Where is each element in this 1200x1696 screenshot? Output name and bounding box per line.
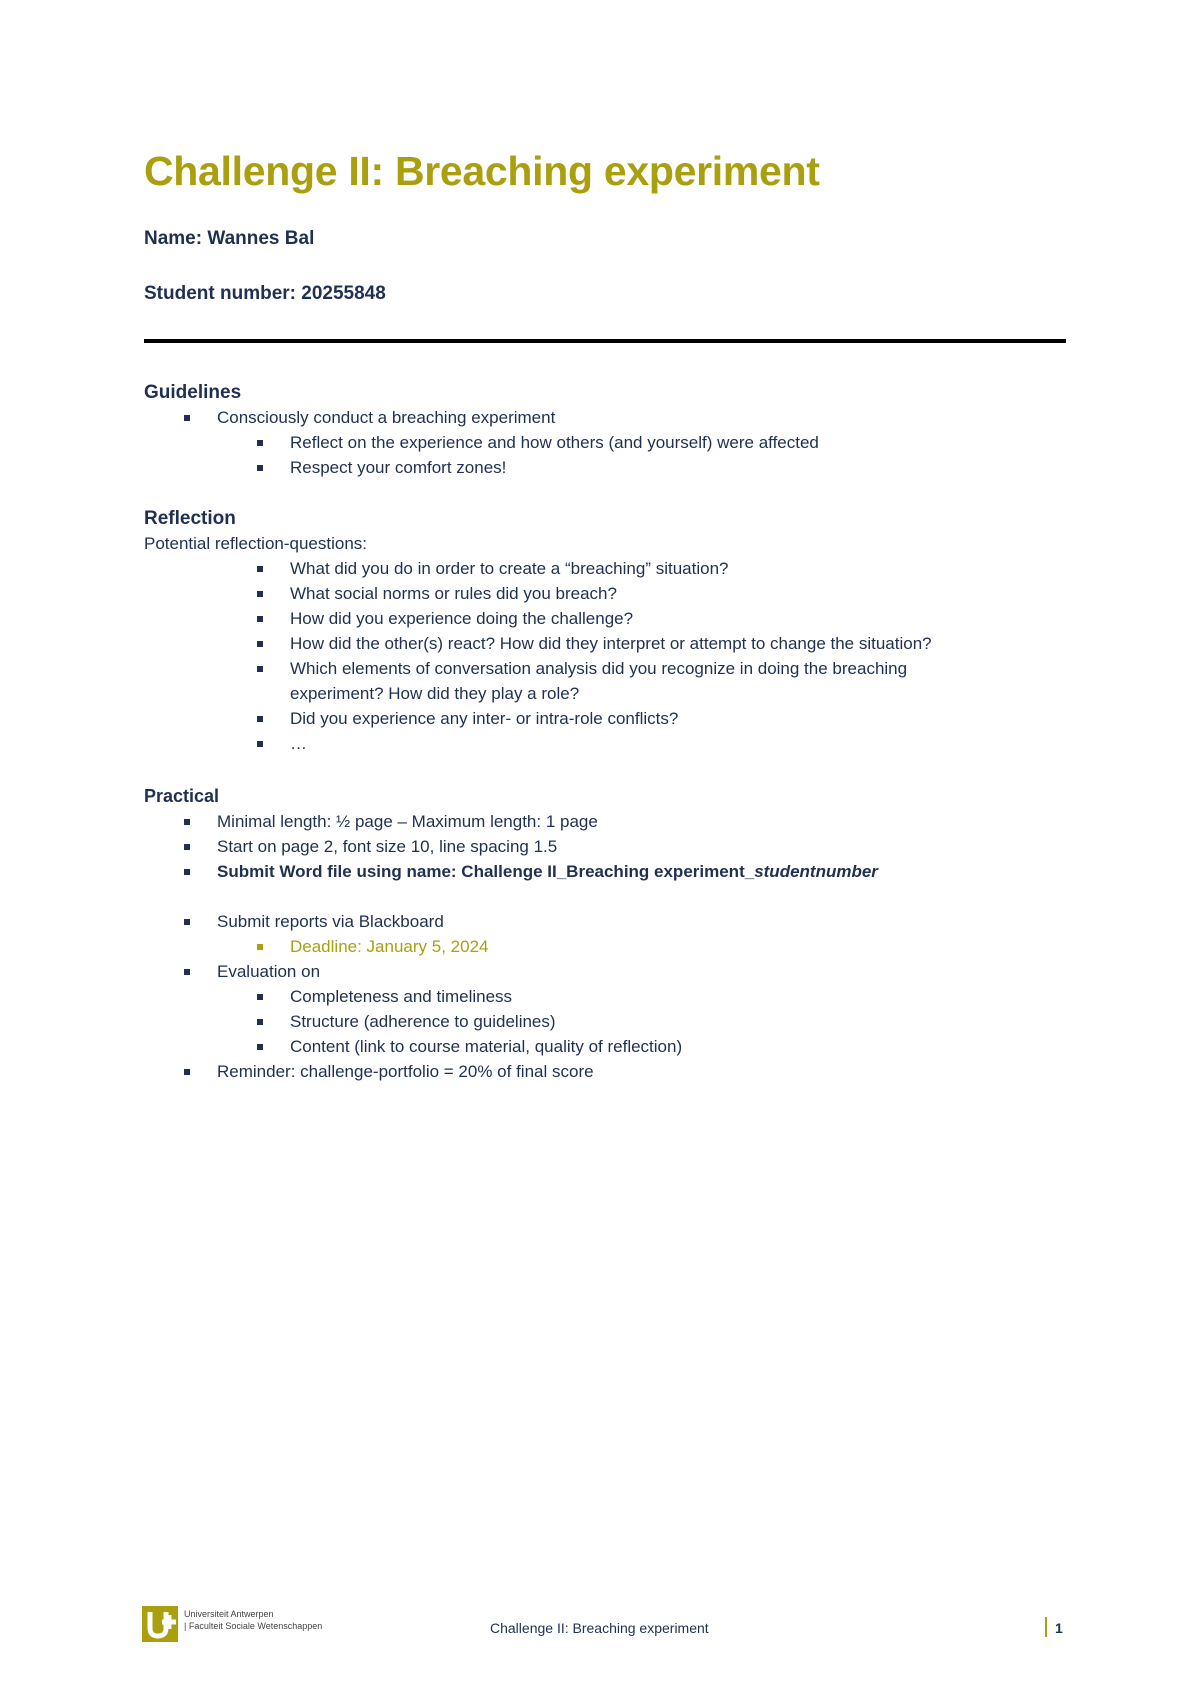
list-item: Completeness and timeliness (144, 984, 1104, 1009)
student-number: Student number: 20255848 (144, 283, 386, 304)
list-item: Submit Word file using name: Challenge II_Breaching experiment_studentnumber (144, 859, 1104, 884)
bullet-icon (257, 944, 263, 950)
list-item: Consciously conduct a breaching experiment (144, 405, 1104, 430)
bullet-icon (257, 591, 263, 597)
list-item: Which elements of conversation analysis did you recognize in doing the breaching experiment? How did they play a role? (144, 656, 1104, 706)
guidelines-heading: Guidelines (144, 382, 242, 403)
bullet-icon (257, 465, 263, 471)
bullet-icon (184, 969, 190, 975)
practical-section (144, 784, 1104, 1084)
bullet-icon (257, 1044, 263, 1050)
bullet-icon (184, 844, 190, 850)
bullet-icon (257, 666, 263, 672)
practical-list (144, 809, 1104, 1084)
list-item: How did the other(s) react? How did they interpret or attempt to change the situation? (144, 631, 1104, 656)
footer-separator (1045, 1617, 1047, 1637)
page-number: 1 (1055, 1620, 1063, 1636)
reflection-list (144, 556, 1104, 756)
list-item: Content (link to course material, quality of reflection) (144, 1034, 1104, 1059)
bullet-icon (184, 919, 190, 925)
document-title: Challenge II: Breaching experiment (144, 148, 820, 194)
bullet-icon (184, 1069, 190, 1075)
university-logo (142, 1606, 323, 1646)
list-item: What did you do in order to create a “breaching” situation? (144, 556, 1104, 581)
bullet-icon (257, 994, 263, 1000)
bullet-icon (257, 616, 263, 622)
list-item: Minimal length: ½ page – Maximum length: 1 page (144, 809, 1104, 834)
divider-line (144, 339, 1066, 343)
logo-text: Universiteit Antwerpen | Faculteit Sociale Wetenschappen (184, 1609, 323, 1631)
bullet-icon (257, 641, 263, 647)
list-item: Did you experience any inter- or intra-role conflicts? (144, 706, 1104, 731)
list-item: Reminder: challenge-portfolio = 20% of final score (144, 1059, 1104, 1084)
bullet-icon (257, 440, 263, 446)
footer-title: Challenge II: Breaching experiment (490, 1620, 709, 1636)
bullet-icon (184, 869, 190, 875)
list-item: Respect your comfort zones! (144, 455, 1104, 480)
practical-heading: Practical (144, 786, 220, 806)
student-name: Name: Wannes Bal (144, 228, 315, 249)
list-item: How did you experience doing the challenge? (144, 606, 1104, 631)
list-item: Reflect on the experience and how others (and yourself) were affected (144, 430, 1104, 455)
deadline-item: Deadline: January 5, 2024 (144, 934, 1104, 959)
bullet-icon (257, 566, 263, 572)
bullet-icon (257, 1019, 263, 1025)
reflection-intro: Potential reflection-questions: (144, 534, 368, 553)
logo-icon (142, 1606, 178, 1642)
list-item: … (144, 731, 1104, 756)
list-item: What social norms or rules did you breach? (144, 581, 1104, 606)
list-item: Submit reports via Blackboard (144, 909, 1104, 934)
reflection-heading: Reflection (144, 508, 236, 529)
bullet-icon (184, 415, 190, 421)
bullet-icon (257, 716, 263, 722)
guidelines-section (144, 380, 1104, 480)
list-item: Structure (adherence to guidelines) (144, 1009, 1104, 1034)
guidelines-list (144, 405, 1104, 480)
bullet-icon (184, 819, 190, 825)
bullet-icon (257, 741, 263, 747)
list-item: Start on page 2, font size 10, line spacing 1.5 (144, 834, 1104, 859)
reflection-section (144, 506, 1104, 756)
list-item: Evaluation on (144, 959, 1104, 984)
